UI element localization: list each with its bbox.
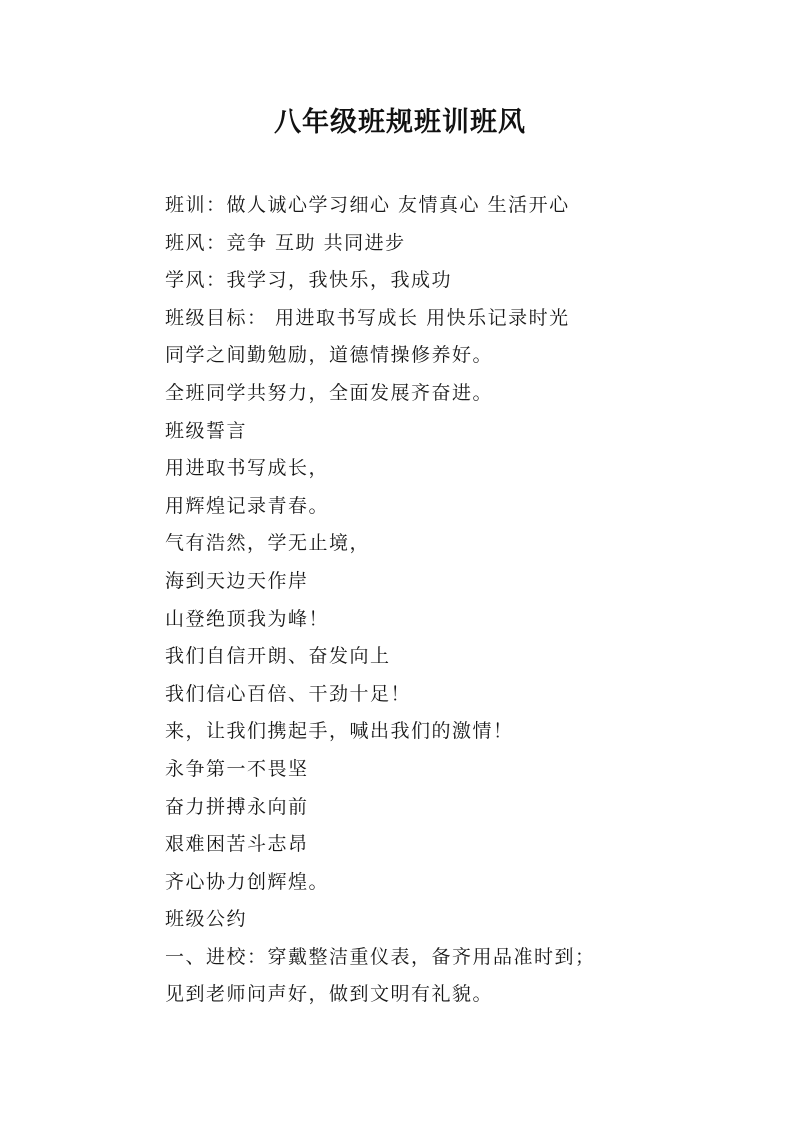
section-heading: 班级公约 xyxy=(165,908,248,931)
section-heading: 班级誓言 xyxy=(165,419,248,442)
text-line: 山登绝顶我为峰！ xyxy=(165,607,330,630)
document-body xyxy=(165,187,765,1014)
text-line: 齐心协力创辉煌。 xyxy=(165,870,330,893)
text-line: 我们自信开朗、奋发向上 xyxy=(165,645,391,668)
text-line: 我们信心百倍、干劲十足！ xyxy=(165,682,412,705)
text-line: 同学之间勤勉励，道德情操修养好。 xyxy=(165,344,494,367)
text-line: 海到天边天作岸 xyxy=(165,569,309,592)
text-line: 艰难困苦斗志昂 xyxy=(165,833,309,856)
text-line: 学风：我学习，我快乐，我成功 xyxy=(165,269,453,292)
text-line: 奋力拼搏永向前 xyxy=(165,795,309,818)
text-line: 用进取书写成长， xyxy=(165,457,330,480)
text-line: 班级目标： 用进取书写成长 用快乐记录时光 xyxy=(165,306,570,329)
text-line: 气有浩然，学无止境， xyxy=(165,532,371,555)
text-line: 一、进校：穿戴整洁重仪表，备齐用品准时到； xyxy=(165,945,596,968)
text-line: 来，让我们携起手，喊出我们的激情！ xyxy=(165,720,514,743)
text-line: 永争第一不畏坚 xyxy=(165,757,309,780)
text-line: 见到老师问声好，做到文明有礼貌。 xyxy=(165,983,494,1006)
text-line: 班风：竞争 互助 共同进步 xyxy=(165,231,406,254)
text-line: 班训：做人诚心学习细心 友情真心 生活开心 xyxy=(165,194,570,216)
text-line: 全班同学共努力，全面发展齐奋进。 xyxy=(165,381,494,404)
text-line: 用辉煌记录青春。 xyxy=(165,494,330,517)
document-title: 八年级班规班训班风 xyxy=(274,107,526,138)
